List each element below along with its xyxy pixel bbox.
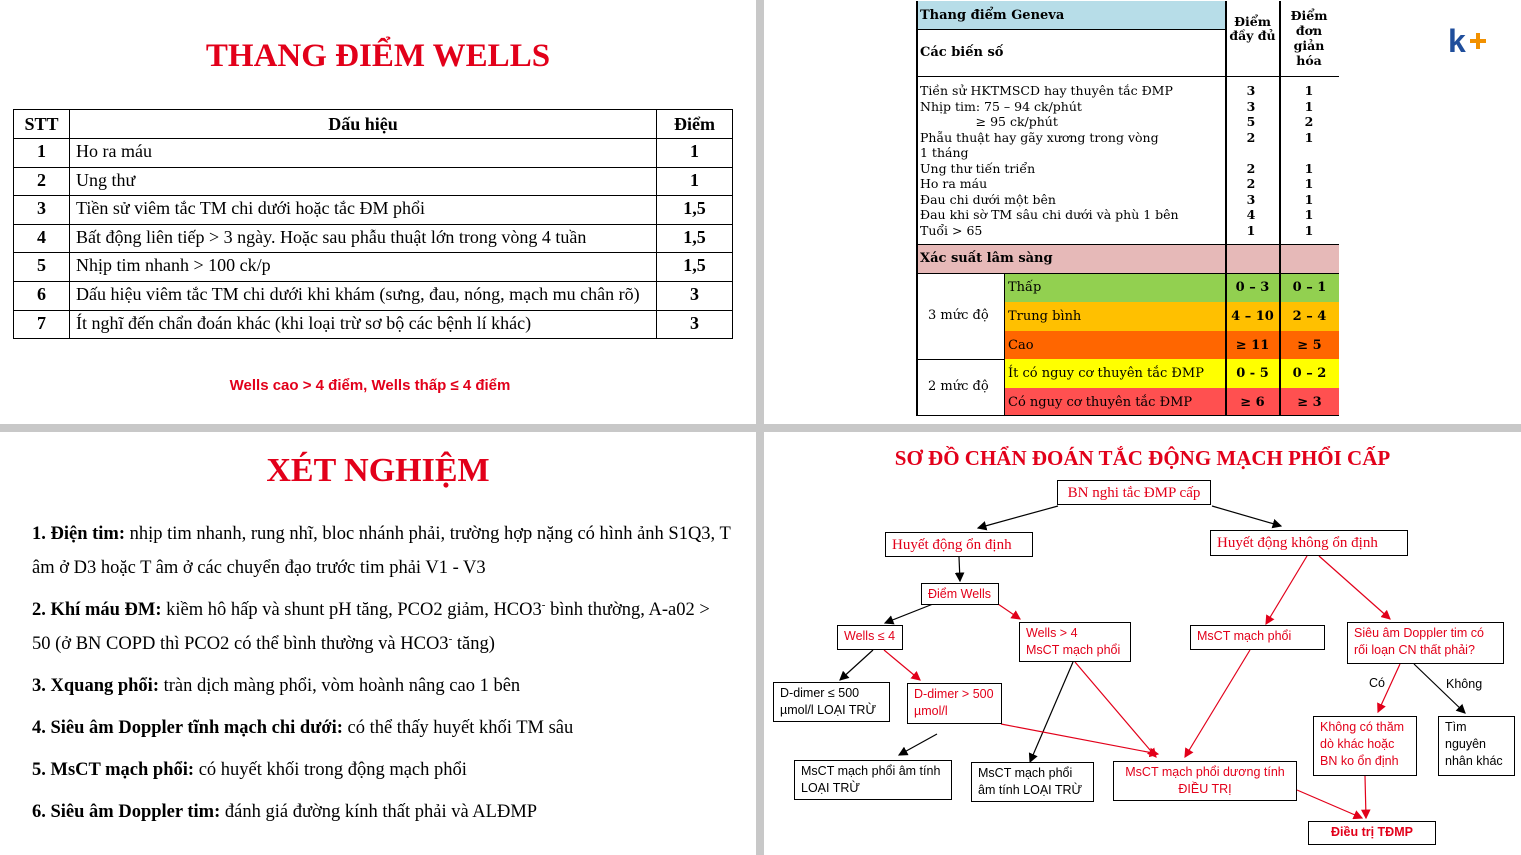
rv-line1: Không có thăm xyxy=(1320,720,1405,734)
level-full: 0 - 5 xyxy=(1236,366,1269,381)
ddimer-high-line1: D-dimer > 500 xyxy=(914,687,994,701)
wells-note: Wells cao > 4 điểm, Wells thấp ≤ 4 điểm xyxy=(229,377,511,394)
ddimer-low-line2: µmol/l LOẠI TRỪ xyxy=(780,703,877,717)
ddimer-high-box xyxy=(907,683,1002,724)
msct-negative-box-2 xyxy=(971,762,1094,802)
level-full: 4 – 10 xyxy=(1231,309,1274,324)
level-name: Cao xyxy=(1008,338,1034,353)
row-stt: 2 xyxy=(14,167,70,196)
geneva-title: Thang điểm Geneva xyxy=(920,8,1065,23)
header-sign: Dấu hiệu xyxy=(70,110,657,139)
level-simple: 2 – 4 xyxy=(1292,309,1327,324)
other-line2: nguyên xyxy=(1445,737,1487,751)
three-level-label: 3 mức độ xyxy=(928,308,989,323)
row-stt: 4 xyxy=(14,224,70,253)
pos-line1: MsCT mạch phổi dương tính xyxy=(1125,765,1285,779)
row-score: 1,5 xyxy=(657,253,733,282)
msct-positive-box xyxy=(1113,761,1297,801)
level-simple: ≥ 5 xyxy=(1297,338,1322,353)
row-score: 1,5 xyxy=(657,196,733,225)
row-score: 1,5 xyxy=(657,224,733,253)
unstable-box: Huyết động không ổn định xyxy=(1210,530,1408,556)
level-full: ≥ 11 xyxy=(1235,338,1270,353)
echo-box xyxy=(1347,622,1504,664)
level-full: 0 – 3 xyxy=(1235,280,1270,295)
header-stt: STT xyxy=(14,110,70,139)
other-line3: nhân khác xyxy=(1445,754,1503,768)
rv-line3: BN ko ổn định xyxy=(1320,754,1399,768)
ddimer-low-box xyxy=(773,682,890,722)
msct-unstable-box: MsCT mạch phổi xyxy=(1190,625,1325,650)
pos-line2: ĐIỀU TRỊ xyxy=(1178,782,1232,796)
geneva-col-full: Điểm đầy đủ xyxy=(1229,14,1276,43)
row-stt: 5 xyxy=(14,253,70,282)
item-text: nhịp tim nhanh, rung nhĩ, bloc nhánh phải, trường hợp nặng có hình ảnh S1Q3, T âm ở D3 hoặc T âm ở các chuyển đạo trước tim phải V1 - V3 xyxy=(32,524,731,578)
level-name: Trung bình xyxy=(1008,309,1082,324)
row-sign: Nhịp tim nhanh > 100 ck/p xyxy=(70,253,657,282)
item-text: bình thường, A-a02 > 50 (ở BN COPD thì PCO2 có thể bình thường và HCO3 xyxy=(32,600,710,654)
header-score: Điểm xyxy=(657,110,733,139)
level-simple: 0 – 2 xyxy=(1292,366,1327,381)
rv-line2: dò khác hoặc xyxy=(1320,737,1395,751)
msct-negative-box xyxy=(794,760,952,800)
neg2-line2: âm tính LOẠI TRỪ xyxy=(978,783,1083,797)
ddimer-high-line2: µmol/l xyxy=(914,704,948,718)
row-sign: Ho ra máu xyxy=(70,139,657,168)
row-stt: 1 xyxy=(14,139,70,168)
row-sign: Ung thư xyxy=(70,167,657,196)
echo-line2: rối loạn CN thất phải? xyxy=(1354,643,1475,657)
level-full: ≥ 6 xyxy=(1240,395,1265,410)
item-label: 3. Xquang phổi: xyxy=(32,676,159,696)
item-text: kiềm hô hấp và shunt pH tăng, PCO2 giảm, HCO3 xyxy=(161,600,542,620)
ddimer-low-line1: D-dimer ≤ 500 xyxy=(780,686,860,700)
item-label: 1. Điện tim: xyxy=(32,524,125,544)
probability-label: Xác suất lâm sàng xyxy=(920,251,1053,266)
flowchart-title: SƠ ĐỒ CHẨN ĐOÁN TẮC ĐỘNG MẠCH PHỔI CẤP xyxy=(894,446,1391,470)
geneva-simple-scores: 1 1 2 1 1 1 1 1 1 xyxy=(1304,83,1314,238)
stable-box: Huyết động ổn định xyxy=(885,532,1033,557)
geneva-col-simple: Điểm đơn giản hóa xyxy=(1290,8,1328,68)
yes-label: Có xyxy=(1369,676,1385,690)
wells-high-line2: MsCT mạch phổi xyxy=(1026,643,1121,657)
row-sign: Tiền sử viêm tắc TM chi dưới hoặc tắc ĐM phổi xyxy=(70,196,657,225)
level-name: Có nguy cơ thuyên tắc ĐMP xyxy=(1008,395,1193,410)
item-text: tràn dịch màng phổi, vòm hoành nâng cao 1 bên xyxy=(158,676,521,696)
rv-dysfunction-box xyxy=(1313,716,1417,776)
start-box: BN nghi tắc ĐMP cấp xyxy=(1057,480,1211,505)
row-score: 1 xyxy=(657,167,733,196)
neg2-line1: MsCT mạch phổi xyxy=(978,766,1073,780)
xet-nghiem-title: XÉT NGHIỆM xyxy=(266,452,490,489)
neg1-line1: MsCT mạch phổi âm tính xyxy=(801,764,941,778)
row-score: 1 xyxy=(657,139,733,168)
row-stt: 3 xyxy=(14,196,70,225)
wells-title: THANG ĐIỂM WELLS xyxy=(205,38,551,74)
geneva-items: Tiền sử HKTMSCD hay thuyên tắc ĐMP Nhịp tim: 75 – 94 ck/phút ≥ 95 ck/phút Phẫu thuật hay gãy xương trong vòng 1 tháng Ung thư tiến triển Ho ra máu Đau chi dưới một bên Đau khi sờ TM sâu chi dưới và phù 1 bên Tuổi > 65 xyxy=(920,83,1179,238)
item-label: 4. Siêu âm Doppler tĩnh mạch chi dưới: xyxy=(32,718,343,738)
echo-line1: Siêu âm Doppler tim có xyxy=(1354,626,1484,640)
geneva-full-scores: 3 3 5 2 2 2 3 4 1 xyxy=(1246,83,1256,238)
item-label: 5. MsCT mạch phổi: xyxy=(32,760,195,780)
item-text: có huyết khối trong động mạch phổi xyxy=(194,760,467,780)
item-text: có thể thấy huyết khối TM sâu xyxy=(342,718,574,738)
level-name: Ít có nguy cơ thuyên tắc ĐMP xyxy=(1008,366,1204,381)
row-sign: Dấu hiệu viêm tắc TM chi dưới khi khám (sưng, đau, nóng, mạch mu chân rõ) xyxy=(70,281,657,310)
two-level-label: 2 mức độ xyxy=(928,379,989,394)
level-name: Thấp xyxy=(1008,280,1042,295)
level-simple: 0 – 1 xyxy=(1292,280,1327,295)
geneva-variables-label: Các biến số xyxy=(920,45,1004,60)
other-line1: Tìm xyxy=(1445,720,1467,734)
other-cause-box xyxy=(1438,716,1515,776)
no-label: Không xyxy=(1446,677,1483,691)
wells-low-box: Wells ≤ 4 xyxy=(837,625,903,650)
superscript: - xyxy=(541,598,546,611)
neg1-line2: LOẠI TRỪ xyxy=(801,781,861,795)
wells-high-line1: Wells > 4 xyxy=(1026,626,1078,640)
row-score: 3 xyxy=(657,310,733,339)
treatment-box: Điều trị TĐMP xyxy=(1308,821,1436,845)
row-sign: Bất động liên tiếp > 3 ngày. Hoặc sau phẫu thuật lớn trong vòng 4 tuần xyxy=(70,224,657,253)
row-score: 3 xyxy=(657,281,733,310)
row-stt: 6 xyxy=(14,281,70,310)
row-sign: Ít nghĩ đến chẩn đoán khác (khi loại trừ sơ bộ các bệnh lí khác) xyxy=(70,310,657,339)
wells-high-box xyxy=(1019,622,1131,662)
item-label: 2. Khí máu ĐM: xyxy=(32,600,162,620)
svg-text:k: k xyxy=(1448,24,1466,58)
wells-score-box: Điểm Wells xyxy=(921,583,999,605)
superscript: - xyxy=(448,632,453,645)
item-text: tăng) xyxy=(452,634,495,654)
level-simple: ≥ 3 xyxy=(1297,395,1322,410)
item-text: đánh giá đường kính thất phải và ALĐMP xyxy=(220,802,538,822)
item-label: 6. Siêu âm Doppler tim: xyxy=(32,802,221,822)
row-stt: 7 xyxy=(14,310,70,339)
